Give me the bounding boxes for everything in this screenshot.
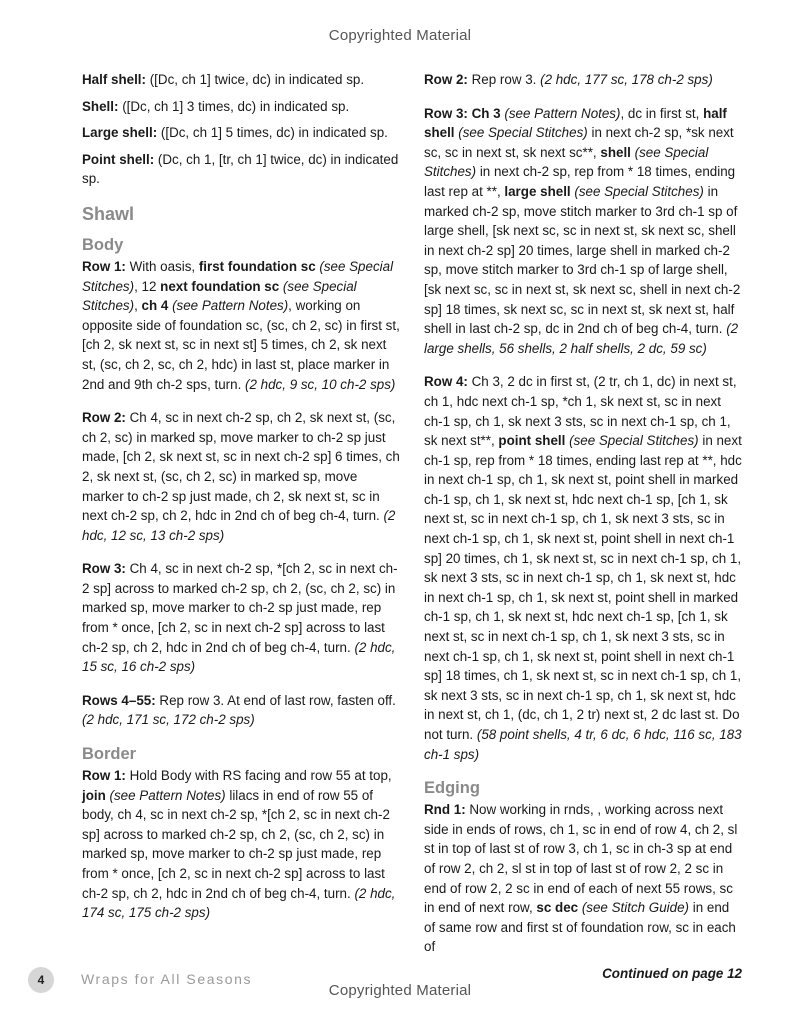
section-heading-edging: Edging [424, 779, 480, 798]
section-heading-shawl: Shawl [82, 203, 135, 224]
border-row-3: Row 3: Ch 3 (see Pattern Notes), dc in first st, half shell (see Special Stitches) in next ch-2 sp, *sk next sc, sc in next st, sk next sc**, shell (see Special Stitches) in next ch-2 sp, rep from * 18 times, ending last rep at **, large shell (see Special Stitches) in marked ch-2 sp, move stitch marker to 3rd ch-1 sp of large shell, [sk next sc, sc in next st, sk next sc, shell in next ch-2 sp] 20 times, large shell in marked ch-2 sp, move stitch marker to 3rd ch-1 sp of large shell, [sk next sc, sc in next st, sk next sc, shell in next ch-2 sp] 18 times, sk next sc, sc in next st, sk next st, half shell in last ch-2 sp, dc in 2nd ch of beg ch-4, turn. (2 large shells, 56 shells, 2 half shells, 2 dc, 59 sc) [424, 105, 741, 356]
border-row-4: Row 4: Ch 3, 2 dc in first st, (2 tr, ch 1, dc) in next st, ch 1, hdc next ch-1 sp, *ch 1, sk next st, sc in next ch-1 sp, ch 1, sk next 3 sts, sc in next ch-1 sp, ch 1, sk next st**, point shell (see Special Stitches) in next ch-1 sp, rep from * 18 times, ending last rep at **, hdc in next ch-1 sp, ch 1, sk next st, point shell in marked ch-1 sp, ch 1, sk next st, hdc next ch-1 sp, [ch 1, sk next st, sc in next ch-1 sp, ch 1, sk next 3 sts, sc in next ch-1 sp, ch 1, sk next st, point shell in next ch-1 sp] 20 times, ch 1, sk next st, sc in next ch-1 sp, ch 1, sk next 3 sts, sc in next ch-1 sp, ch 1, sk next st, hdc in next ch-1 sp, ch 1, sk next st, point shell in marked ch-1 sp, ch 1, sk next st, hdc next ch-1 sp, [ch 1, sk next st, sc in next ch-1 sp, ch 1, sk next 3 sts, sc in next ch-1 sp, ch 1, sk next st, point shell in next ch-1 sp] 18 times, ch 1, sk next st, sc in next ch-1 sp, ch 1, sk next 3 sts, sc in next ch-1 sp, ch 1, sk next st, hdc in next st, ch 1, (dc, ch 1, 2 tr) next st, 2 dc last st. Do not turn. (58 point shells, 4 tr, 6 dc, 6 hdc, 116 sc, 183 ch-1 sps) [424, 374, 742, 762]
stitch-def-half-shell: Half shell: ([Dc, ch 1] twice, dc) in indicated sp. [82, 72, 365, 87]
body-rows-4-55: Rows 4–55: Rep row 3. At end of last row, fasten off. (2 hdc, 171 sc, 172 ch-2 sps) [82, 692, 396, 728]
watermark-bottom: Copyrighted Material [328, 982, 472, 999]
left-column [82, 70, 400, 937]
page-number-badge: 4 [28, 967, 54, 993]
stitch-def-large-shell: Large shell: ([Dc, ch 1] 5 times, dc) in indicated sp. [82, 125, 388, 141]
body-row-3: Row 3: Ch 4, sc in next ch-2 sp, *[ch 2, sc in next ch-2 sp] across to marked ch-2 sp, ch 2, (sc, ch 2, sc) in marked sp, move marker to ch-2 sp just made, rep from * once, [ch 2, sc in next ch-2 sp] across to last ch-2 sp, ch 2, hdc in 2nd ch of beg ch-4, turn. (2 hdc, 15 sc, 16 ch-2 sps) [82, 561, 398, 675]
stitch-def-point-shell: Point shell: (Dc, ch 1, [tr, ch 1] twice, dc) in indicated sp. [82, 151, 399, 187]
section-heading-body: Body [82, 235, 124, 254]
border-row-1: Row 1: Hold Body with RS facing and row 55 at top, join (see Pattern Notes) lilacs in end of row 55 of body, ch 4, sc in next ch-2 sp, *[ch 2, sc in next ch-2 sp] across to marked ch-2 sp, ch 2, (sc, ch 2, sc) in marked sp, move marker to ch-2 sp just made, rep from * once, [ch 2, sc in next ch-2 sp] across to last ch-2 sp, ch 2, hdc in 2nd ch of beg ch-4, turn. (2 hdc, 174 sc, 175 ch-2 sps) [82, 768, 396, 921]
body-row-2: Row 2: Ch 4, sc in next ch-2 sp, ch 2, sk next st, (sc, ch 2, sc) in marked sp, move marker to ch-2 sp just made, [ch 2, sk next st, sc in next ch-2 sp] 6 times, ch 2, sk next st, (sc, ch 2, sc) in marked sp, move marker to ch-2 sp just made, ch 2, sk next st, sc in next ch-2 sp, ch 2, hdc in 2nd ch of beg ch-4, turn. (2 hdc, 12 sc, 13 ch-2 sps) [82, 410, 400, 543]
border-row-2: Row 2: Rep row 3. (2 hdc, 177 sc, 178 ch-2 sps) [424, 72, 713, 87]
stitch-def-shell: Shell: ([Dc, ch 1] 3 times, dc) in indicated sp. [82, 98, 350, 114]
book-title: Wraps for All Seasons [81, 971, 253, 987]
section-heading-border: Border [82, 745, 137, 764]
watermark-top: Copyrighted Material [328, 27, 472, 44]
right-column [424, 70, 742, 984]
body-row-1: Row 1: With oasis, first foundation sc (see Special Stitches), 12 next foundation sc (see Special Stitches), ch 4 (see Pattern Notes), working on opposite side of foundation sc, (sc, ch 2, sc) in first st, [ch 2, sk next st, sc in next st] 5 times, ch 2, sk next st, (sc, ch 2, sc, ch 2, hdc) in last st, place marker in 2nd and 9th ch-2 sps, turn. (2 hdc, 9 sc, 10 ch-2 sps) [82, 258, 400, 392]
continued-note: Continued on page 12 [602, 965, 742, 981]
edging-rnd-1: Rnd 1: Now working in rnds, , working across next side in ends of rows, ch 1, sc in end of row 4, ch 2, sl st in top of last st of row 3, ch 1, sc in ch-3 sp at end of row 2, ch 2, sl st in top of last st of row 2, 2 sc in end of row 2, 2 sc in end of each of next 55 rows, sc in end of next row, sc dec (see Stitch Guide) in end of same row and first st of foundation row, sc in each of [424, 802, 738, 955]
